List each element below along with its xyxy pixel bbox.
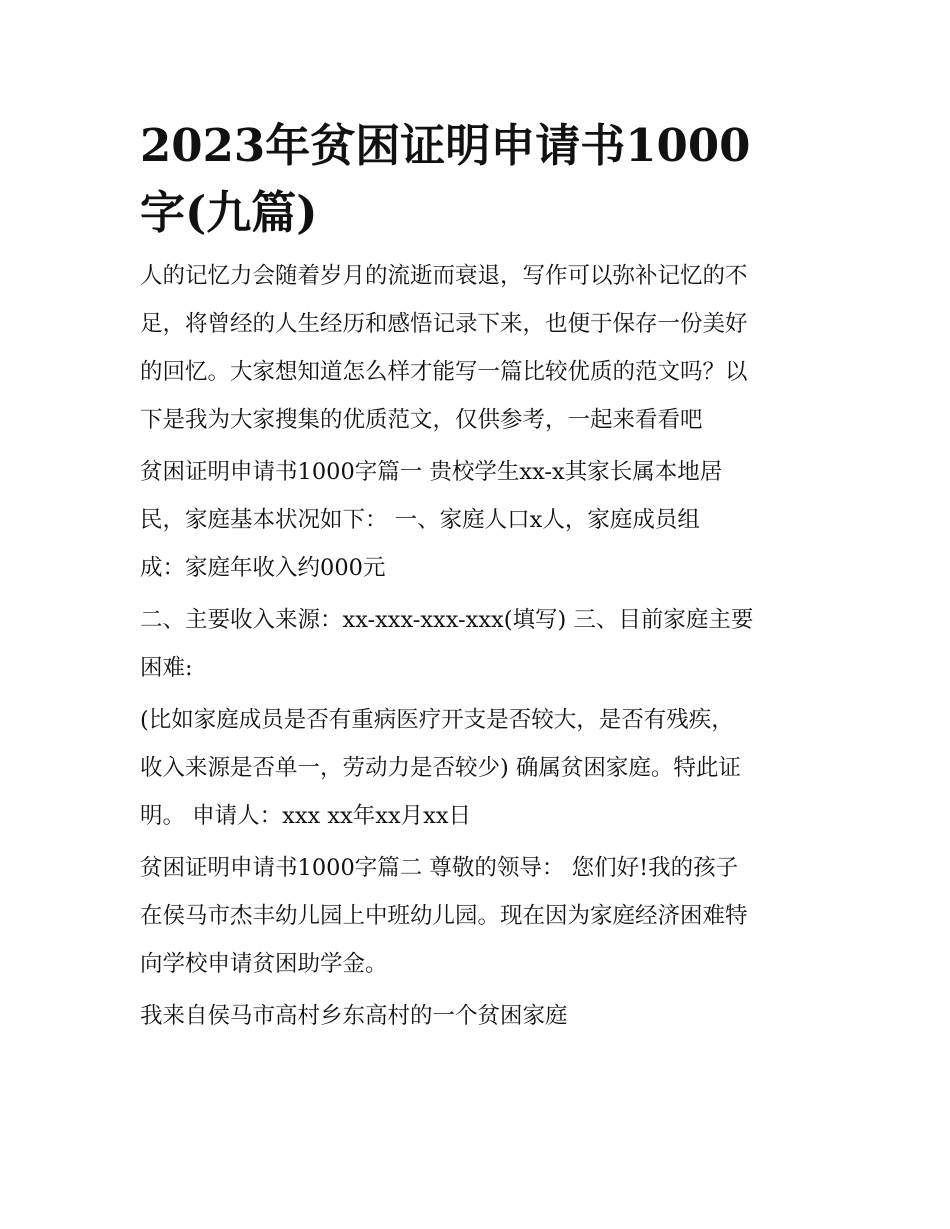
- body-line: 贫困证明申请书1000字篇二 尊敬的领导： 您们好!我的孩子: [140, 855, 739, 881]
- body-line: (比如家庭成员是否有重病医疗开支是否较大，是否有残疾，: [140, 707, 734, 733]
- intro-line: 下是我为大家搜集的优质范文，仅供参考，一起来看看吧: [140, 407, 703, 433]
- body-line: 困难:: [140, 655, 193, 681]
- intro-line: 人的记忆力会随着岁月的流逝而衰退，写作可以弥补记忆的不: [140, 263, 748, 289]
- body-line: 我来自侯马市高村乡东高村的一个贫困家庭: [140, 1003, 568, 1029]
- intro-paragraph: [140, 252, 812, 444]
- body-paragraph: [140, 844, 812, 988]
- body-paragraph: [140, 596, 812, 692]
- body-line: 向学校申请贫困助学金。: [140, 951, 388, 977]
- intro-line: 足，将曾经的人生经历和感悟记录下来，也便于保存一份美好: [140, 311, 748, 337]
- document-title: [140, 112, 812, 246]
- title-line: 字(九篇): [140, 186, 318, 239]
- body-paragraph: [140, 696, 812, 840]
- body-line: 民，家庭基本状况如下： 一、家庭人口x人，家庭成员组: [140, 507, 700, 533]
- body-line: 在侯马市杰丰幼儿园上中班幼儿园。现在因为家庭经济困难特: [140, 903, 748, 929]
- body-line: 二、主要收入来源：xx-xxx-xxx-xxx(填写) 三、目前家庭主要: [140, 607, 754, 633]
- body-paragraph: [140, 448, 812, 592]
- body-line: 明。 申请人：xxx xx年xx月xx日: [140, 803, 472, 829]
- body-line: 贫困证明申请书1000字篇一 贵校学生xx-x其家长属本地居: [140, 459, 723, 485]
- intro-line: 的回忆。大家想知道怎么样才能写一篇比较优质的范文吗？以: [140, 359, 748, 385]
- document-page: [140, 112, 812, 1040]
- body-line: 收入来源是否单一，劳动力是否较少) 确属贫困家庭。特此证: [140, 755, 741, 781]
- body-paragraph: [140, 992, 812, 1040]
- body-line: 成：家庭年收入约000元: [140, 555, 386, 581]
- title-line: 2023年贫困证明申请书1000: [140, 119, 751, 172]
